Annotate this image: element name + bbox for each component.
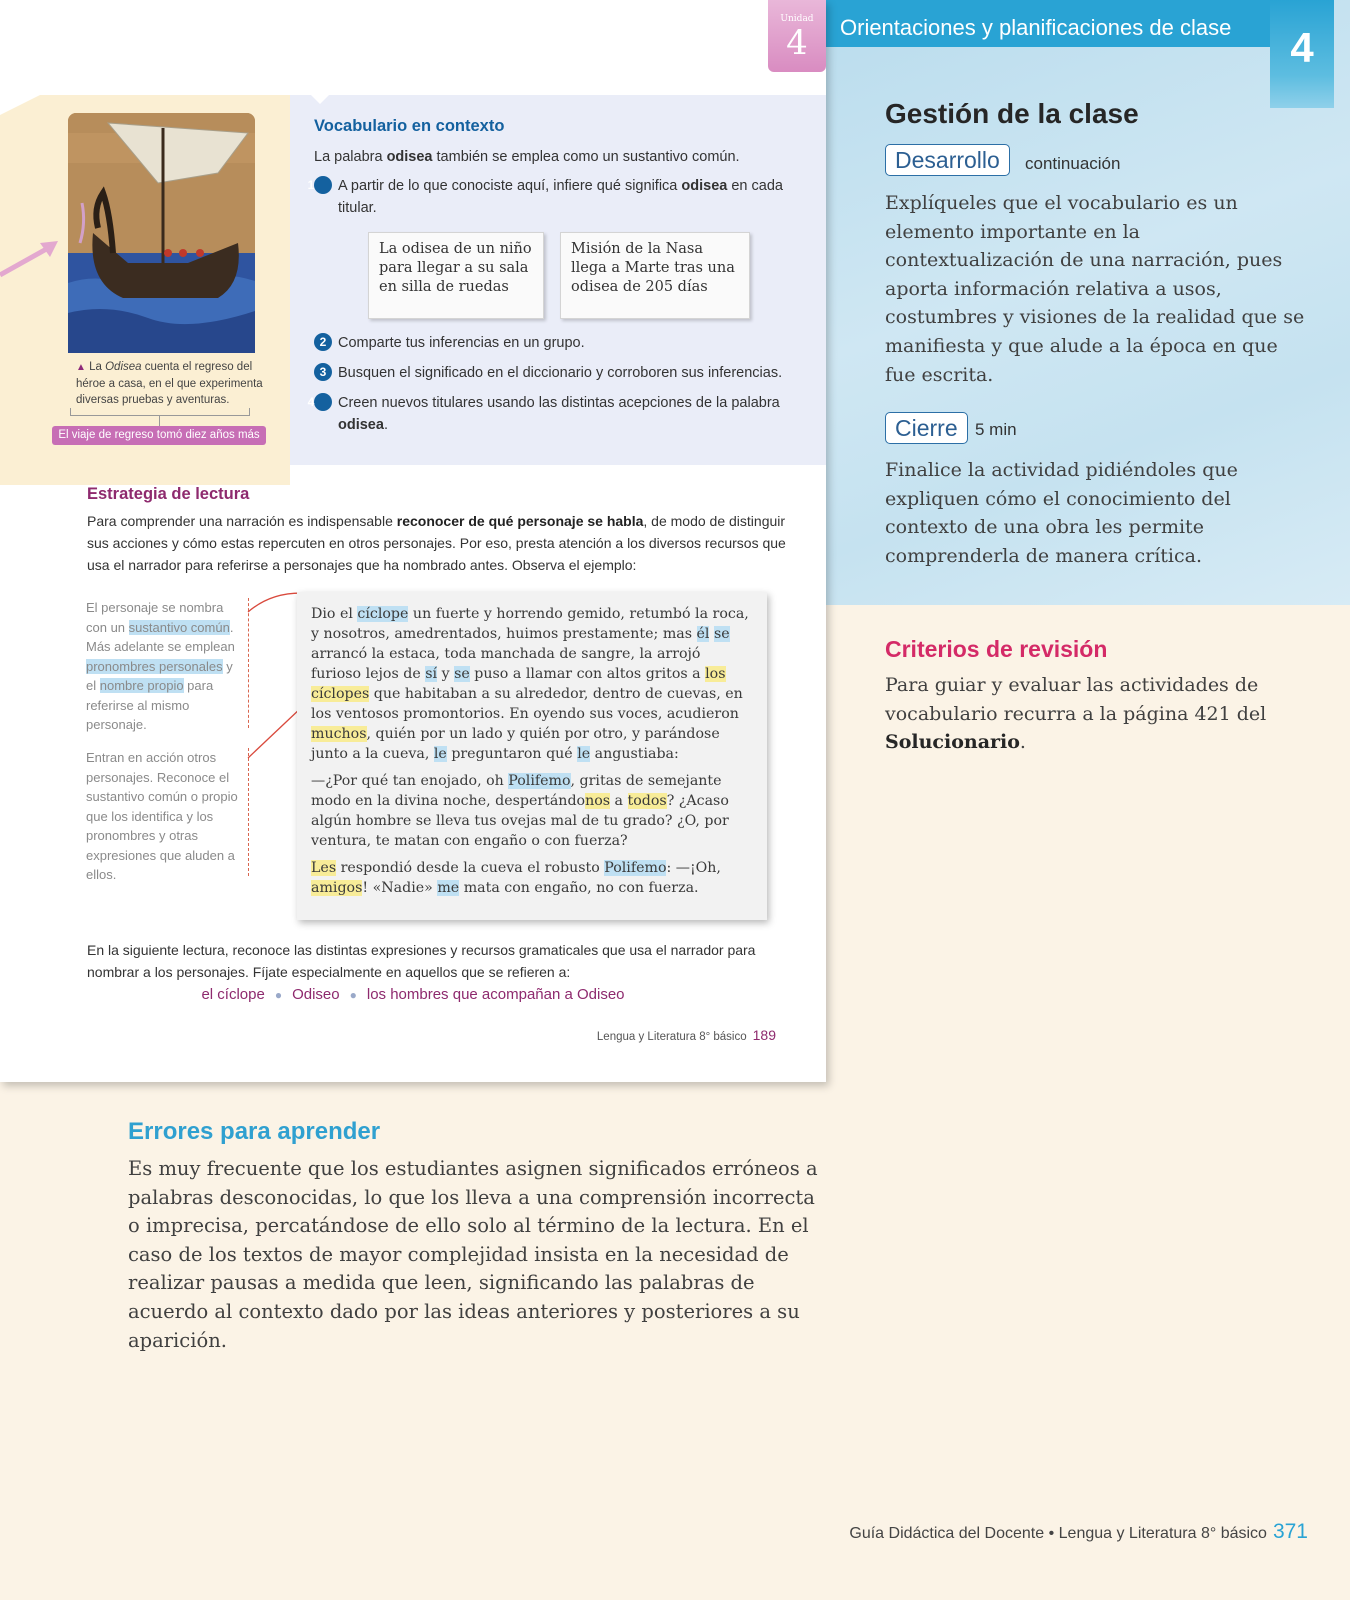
- reading-focus-list: [0, 986, 826, 1003]
- strategy-text: Para comprender una narración es indispensable reconocer de qué personaje se habla, de modo de distinguir sus acciones y cómo estas repercuten en otros personajes. Por eso, presta atención a los diversos recursos que usa el narrador para referirse a personajes que ha nombrado antes. Observa el ejemplo:: [87, 513, 786, 573]
- caption-bracket: [70, 408, 250, 416]
- vocabulary-item-2: 2 Comparte tus inferencias en un grupo.: [314, 332, 794, 354]
- guide-page-number: 371: [1272, 1520, 1308, 1543]
- errores-text: Es muy frecuente que los estudiantes asignen significados erróneos a palabras desconocidas, lo que los lleva a una comprensión incorrecta o imprecisa, percatándose de ello solo al término de la lectura. En el caso de los textos de mayor complejidad insista en la necesidad de realizar pausas a medida que leen, significando las palabras de acuerdo al contexto dado por las ideas anteriores y posteriores a su aparición.: [128, 1157, 818, 1352]
- item-number: 3: [314, 363, 332, 381]
- excerpt-paragraph-1: Dio el cíclope un fuerte y horrendo gemido, retumbó la roca, y nosotros, amedrentados, huimos prestamente; mas él se arrancó la estaca, toda manchada de sangre, la arrojó furioso lejos de sí y se puso a llamar con altos gritos a los cíclopes que habitaban a su alrededor, dentro de cuevas, en los ventosos promontorios. En oyendo sus voces, acudieron muchos, quién por un lado y quién por otro, y parándose junto a la cueva, le preguntaron qué le angustiaba:: [311, 606, 749, 762]
- student-page: [0, 0, 826, 1082]
- reading-focus-item: el cíclope: [201, 986, 265, 1003]
- bullet-dot-icon: ●: [349, 988, 357, 1002]
- desarrollo-label: Desarrollo: [885, 144, 1010, 176]
- strategy-title: Estrategia de lectura: [87, 485, 250, 503]
- excerpt-paragraph-2: —¿Por qué tan enojado, oh Polifemo, gritas de semejante modo en la divina noche, despertándonos a todos? ¿Acaso algún hombre se lleva tus ovejas mal de tu grado? ¿O, por ventura, te matan con engaño o con fuerza?: [311, 773, 729, 849]
- desarrollo-sub: continuación: [1025, 154, 1121, 173]
- pink-arrow-icon: [0, 235, 62, 281]
- guide-footer: Guía Didáctica del Docente • Lengua y Literatura 8° básico 371: [849, 1520, 1308, 1543]
- caption-triangle-icon: ▲: [76, 362, 86, 373]
- unit-tab-label: Unidad: [780, 14, 814, 24]
- criterios-text: Para guiar y evaluar las actividades de vocabulario recurra a la página 421 del Solucionario.: [885, 674, 1267, 754]
- errores-title: Errores para aprender: [128, 1118, 381, 1145]
- vocabulary-title: Vocabulario en contexto: [314, 117, 505, 135]
- excerpt-paragraph-3: Les respondió desde la cueva el robusto Polifemo: —¡Oh, amigos! «Nadie» me mata con engaño, no con fuerza.: [311, 860, 721, 896]
- vocabulary-panel-notch: [308, 92, 332, 104]
- reading-focus-item: los hombres que acompañan a Odiseo: [366, 986, 625, 1003]
- bullet-dot-icon: ●: [274, 988, 283, 1002]
- item-number: 2: [314, 333, 332, 351]
- desarrollo-text: Explíqueles que el vocabulario es un elemento importante en la contextualización de una narración, pues aporta información relativa a usos, costumbres y visiones de la realidad que se manifiesta y que alude a la época en que fue escrita.: [885, 192, 1305, 386]
- headline-1: La odisea de un niño para llegar a su sala en silla de ruedas: [368, 232, 544, 319]
- reading-focus-item: Odiseo: [292, 986, 340, 1003]
- caption-text-italic: Odisea: [105, 361, 142, 373]
- vocabulary-item-3: 3 Busquen el significado en el diccionario y corroboren sus inferencias.: [314, 362, 814, 384]
- guide-header: [826, 0, 1270, 47]
- guide-header-title: Orientaciones y planificaciones de clase: [840, 15, 1232, 40]
- vocabulary-intro: La palabra odisea también se emplea como un sustantivo común.: [314, 149, 740, 165]
- criterios-title: Criterios de revisión: [885, 636, 1108, 662]
- unit-tab: [768, 0, 826, 72]
- item-number: 1: [314, 176, 332, 194]
- student-page-number: 189: [752, 1027, 776, 1043]
- student-page-footer: Lengua y Literatura 8° básico 189: [596, 1027, 776, 1043]
- cierre-label: Cierre: [885, 412, 968, 444]
- cierre-text: Finalice la actividad pidiéndoles que expliquen cómo el conocimiento del contexto de una obra les permite comprenderla de manera crítica.: [885, 459, 1238, 567]
- gestion-title: Gestión de la clase: [885, 98, 1139, 129]
- reading-instructions: En la siguiente lectura, reconoce las distintas expresiones y recursos gramaticales que usa el narrador para nombrar a los personajes. Fíjate especialmente en aquellos que se refieren a:: [87, 942, 756, 980]
- side-note-1: El personaje se nombra con un sustantivo común. Más adelante se emplean pronombres personales y el nombre propio para referirse al mismo personaje.: [86, 600, 235, 732]
- image-caption: [76, 359, 266, 408]
- guide-unit-number: 4: [1270, 0, 1334, 108]
- caption-tag: El viaje de regreso tomó diez años más: [52, 426, 266, 445]
- cierre-sub: 5 min: [975, 420, 1017, 439]
- item-number: 4: [314, 393, 332, 411]
- vocabulary-item-1: 1 A partir de lo que conociste aquí, infiere qué significa odisea en cada titular.: [307, 178, 783, 216]
- odyssey-excerpt: [297, 592, 767, 920]
- unit-tab-number: 4: [786, 23, 808, 63]
- caption-bracket-tick: [159, 416, 160, 426]
- caption-text-pre: La: [89, 361, 106, 373]
- headline-2: Misión de la Nasa llega a Marte tras una odisea de 205 días: [560, 232, 750, 319]
- odyssey-ship-illustration: [68, 113, 255, 353]
- caption-text-post: cuenta el regreso del héroe a casa, en el que experimenta diversas pruebas y aventuras.: [76, 361, 263, 406]
- side-note-2: Entran en acción otros personajes. Reconoce el sustantivo común o propio que los identifica y los pronombres y otras expresiones que aluden a ellos.: [86, 750, 238, 882]
- vocabulary-item-4: 4 Creen nuevos titulares usando las distintas acepciones de la palabra odisea.: [307, 395, 780, 433]
